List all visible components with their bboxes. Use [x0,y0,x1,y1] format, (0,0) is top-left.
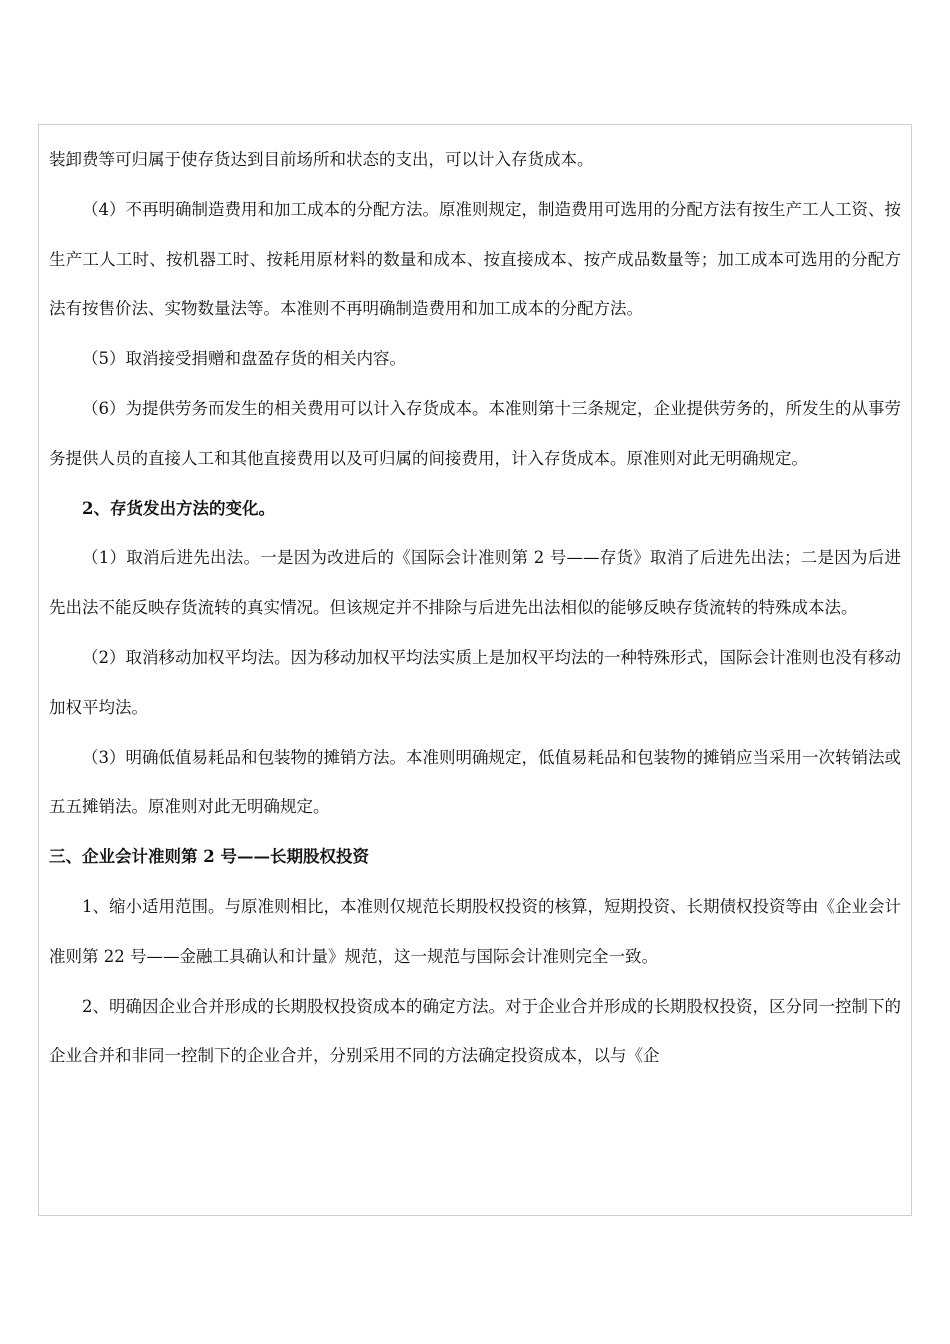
paragraph-10: 1、缩小适用范围。与原准则相比，本准则仅规范长期股权投资的核算，短期投资、长期债权投资等由《企业会计准则第 22 号——金融工具确认和计量》规范，这一规范与国际会计准则完全一致。 [49,896,901,966]
page-frame [38,124,912,1216]
paragraph-11: 2、明确因企业合并形成的长期股权投资成本的确定方法。对于企业合并形成的长期股权投资，区分同一控制下的企业合并和非同一控制下的企业合并，分别采用不同的方法确定投资成本，以与《企 [49,996,901,1066]
paragraph-1: 装卸费等可归属于使存货达到目前场所和状态的支出，可以计入存货成本。 [49,150,594,169]
paragraph-8: （3）明确低值易耗品和包装物的摊销方法。本准则明确规定，低值易耗品和包装物的摊销应当采用一次转销法或五五摊销法。原准则对此无明确规定。 [49,747,901,817]
paragraph-7: （2）取消移动加权平均法。因为移动加权平均法实质上是加权平均法的一种特殊形式，国际会计准则也没有移动加权平均法。 [49,647,901,717]
document-body [49,135,901,1081]
section-heading-inventory-issue: 2、存货发出方法的变化。 [82,498,275,518]
paragraph-2: （4）不再明确制造费用和加工成本的分配方法。原准则规定，制造费用可选用的分配方法有按生产工人工资、按生产工人工时、按机器工时、按耗用原材料的数量和成本、按直接成本、按产成品数量等；加工成本可选用的分配方法有按售价法、实物数量法等。本准则不再明确制造费用和加工成本的分配方法。 [49,199,901,319]
section-heading-long-term-equity: 三、企业会计准则第 2 号——长期股权投资 [49,847,369,867]
paragraph-6: （1）取消后进先出法。一是因为改进后的《国际会计准则第 2 号——存货》取消了后进先出法；二是因为后进先出法不能反映存货流转的真实情况。但该规定并不排除与后进先出法相似的能够反映存货流转的特殊成本法。 [49,548,901,618]
paragraph-4: （6）为提供劳务而发生的相关费用可以计入存货成本。本准则第十三条规定，企业提供劳务的，所发生的从事劳务提供人员的直接人工和其他直接费用以及可归属的间接费用，计入存货成本。原准则对此无明确规定。 [49,398,901,468]
paragraph-3: （5）取消接受捐赠和盘盈存货的相关内容。 [82,349,406,369]
